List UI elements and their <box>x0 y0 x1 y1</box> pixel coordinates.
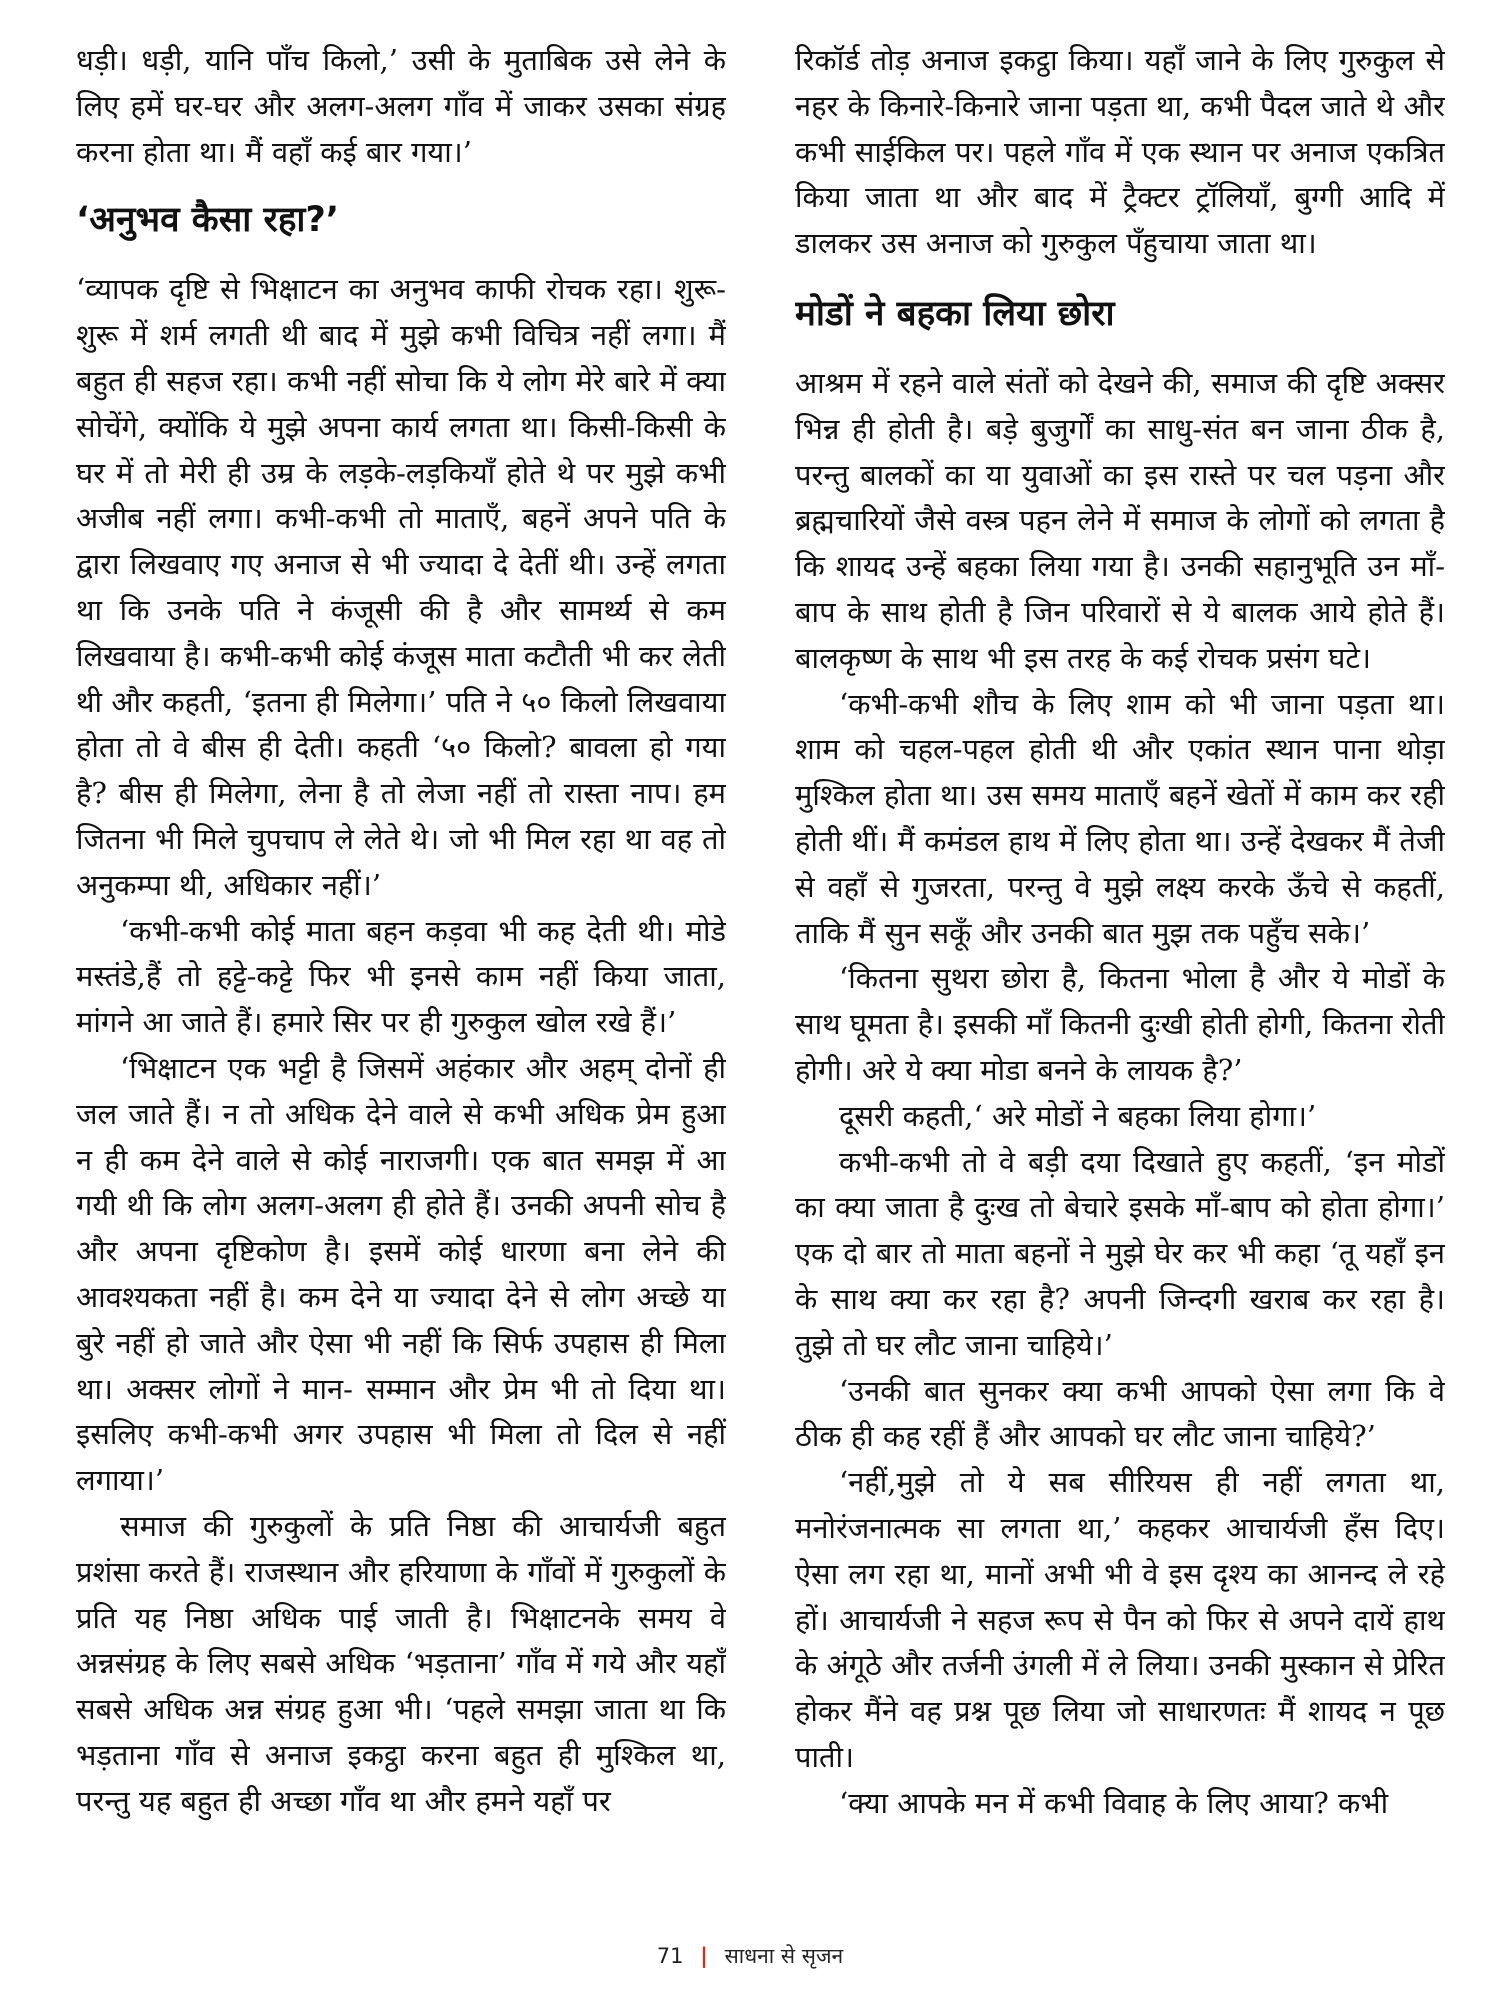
section-heading: ‘अनुभव कैसा रहा?’ <box>76 200 340 241</box>
page-footer <box>0 1942 1500 1970</box>
footer-separator: | <box>700 1944 708 1968</box>
paragraph: ‘उनकी बात सुनकर क्या कभी आपको ऐसा लगा कि वे ठीक ही कह रहीं हैं और आपको घर लौट जाना चाहिये?’ <box>795 1373 1445 1454</box>
right-column <box>795 38 1445 1918</box>
paragraph: ‘कभी-कभी शौच के लिए शाम को भी जाना पड़ता था। शाम को चहल-पहल होती थी और एकांत स्थान पाना थोड़ा मुश्किल होता था। उस समय माताएँ बहनें खेतों में काम कर रही होती थीं। मैं कमंडल हाथ में लिए होता था। उन्हें देखकर मैं तेजी से वहाँ से गुजरता, परन्तु वे मुझे लक्ष्य करके ऊँचे से कहतीं, ताकि मैं सुन सकूँ और उनकी बात मुझ तक पहुँच सके।’ <box>795 686 1445 950</box>
paragraph: समाज की गुरुकुलों के प्रति निष्ठा की आचार्यजी बहुत प्रशंसा करते हैं। राजस्थान और हरियाणा के गाँवों में गुरुकुलों के प्रति यह निष्ठा अधिक पाई जाती है। भिक्षाटनके समय वे अन्नसंग्रह के लिए सबसे अधिक ‘भड़ताना’ गाँव में गये और यहाँ सबसे अधिक अन्न संग्रह हुआ भी। ‘पहले समझा जाता था कि भड़ताना गाँव से अनाज इकट्ठा करना बहुत ही मुश्किल था, परन्तु यह बहुत ही अच्छा गाँव था और हमने यहाँ पर <box>76 1508 726 1818</box>
paragraph: दूसरी कहती,‘ अरे मोडों ने बहका लिया होगा।’ <box>839 1098 1317 1133</box>
section-heading: मोडों ने बहका लिया छोरा <box>795 293 1115 334</box>
paragraph: ‘क्या आपके मन में कभी विवाह के लिए आया? कभी <box>839 1785 1389 1820</box>
paragraph: ‘कितना सुथरा छोरा है, कितना भोला है और ये मोडों के साथ घूमता है। इसकी माँ कितनी दुःखी होती होगी, कितना रोती होगी। अरे ये क्या मोडा बनने के लायक है?’ <box>795 961 1445 1087</box>
paragraph: रिकॉर्ड तोड़ अनाज इकट्ठा किया। यहाँ जाने के लिए गुरुकुल से नहर के किनारे-किनारे जाना पड़ता था, कभी पैदल जाते थे और कभी साईकिल पर। पहले गाँव में एक स्थान पर अनाज एकत्रित किया जाता था और बाद में ट्रैक्टर ट्रॉलियाँ, बुग्गी आदि में डालकर उस अनाज को गुरुकुल पँहुचाया जाता था। <box>795 43 1445 261</box>
book-title: साधना से सृजन <box>724 1944 844 1968</box>
paragraph: कभी-कभी तो वे बड़ी दया दिखाते हुए कहतीं, ‘इन मोडों का क्या जाता है दुःख तो बेचारे इसके माँ-बाप को होता होगा।’ एक दो बार तो माता बहनों ने मुझे घेर कर भी कहा ‘तू यहाँ इन के साथ क्या कर रहा है? अपनी जिन्दगी खराब कर रहा है। तुझे तो घर लौट जाना चाहिये।’ <box>795 1144 1445 1362</box>
paragraph: ‘नहीं,मुझे तो ये सब सीरियस ही नहीं लगता था, मनोरंजनात्मक सा लगता था,’ कहकर आचार्यजी हँस दिए। ऐसा लग रहा था, मानों अभी भी वे इस दृश्य का आनन्द ले रहे हों। आचार्यजी ने सहज रूप से पैन को फिर से अपने दायें हाथ के अंगूठे और तर्जनी उंगली में ले लिया। उनकी मुस्कान से प्रेरित होकर मैंने वह प्रश्न पूछ लिया जो साधारणतः मैं शायद न पूछ पाती। <box>795 1465 1445 1774</box>
left-column <box>76 38 726 1918</box>
paragraph: आश्रम में रहने वाले संतों को देखने की, समाज की दृष्टि अक्सर भिन्न ही होती है। बड़े बुजुर्गों का साधु-संत बन जाना ठीक है, परन्तु बालकों का या युवाओं का इस रास्ते पर चल पड़ना और ब्रह्मचारियों जैसे वस्त्र पहन लेने में समाज के लोगों को लगता है कि शायद उन्हें बहका लिया गया है। उनकी सहानुभूति उन माँ-बाप के साथ होती है जिन परिवारों से ये बालक आये होते हैं। बालकृष्ण के साथ भी इस तरह के कई रोचक प्रसंग घटे। <box>795 365 1445 675</box>
paragraph: ‘व्यापक दृष्टि से भिक्षाटन का अनुभव काफी रोचक रहा। शुरू-शुरू में शर्म लगती थी बाद में मुझे कभी विचित्र नहीं लगा। मैं बहुत ही सहज रहा। कभी नहीं सोचा कि ये लोग मेरे बारे में क्या सोचेंगे, क्योंकि ये मुझे अपना कार्य लगता था। किसी-किसी के घर में तो मेरी ही उम्र के लड़के-लड़कियाँ होते थे पर मुझे कभी अजीब नहीं लगा। कभी-कभी तो माताएँ, बहनें अपने पति के द्वारा लिखवाए गए अनाज से भी ज्यादा दे देतीं थी। उन्हें लगता था कि उनके पति ने कंजूसी की है और सामर्थ्य से कम लिखवाया है। कभी-कभी कोई कंजूस माता कटौती भी कर लेती थी और कहती, ‘इतना ही मिलेगा।’ पति ने ५० किलो लिखवाया होता तो वे बीस ही देती। कहती ‘५० किलो? बावला हो गया है? बीस ही मिलेगा, लेना है तो लेजा नहीं तो रास्ता नाप। हम जितना भी मिले चुपचाप ले लेते थे। जो भी मिल रहा था वह तो अनुकम्पा थी, अधिकार नहीं।’ <box>76 272 726 902</box>
paragraph: ‘कभी-कभी कोई माता बहन कड़वा भी कह देती थी। मोडे मस्तंडे,हैं तो हट्टे-कट्टे फिर भी इनसे काम नहीं किया जाता, मांगने आ जाते हैं। हमारे सिर पर ही गुरुकुल खोल रखे हैं।’ <box>76 913 726 1040</box>
page-number: 71 <box>656 1944 684 1968</box>
paragraph: धड़ी। धड़ी, यानि पाँच किलो,’ उसी के मुताबिक उसे लेने के लिए हमें घर-घर और अलग-अलग गाँव में जाकर उसका संग्रह करना होता था। मैं वहाँ कई बार गया।’ <box>76 43 726 169</box>
paragraph: ‘भिक्षाटन एक भट्टी है जिसमें अहंकार और अहम् दोनों ही जल जाते हैं। न तो अधिक देने वाले से कभी अधिक प्रेम हुआ न ही कम देने वाले से कोई नाराजगी। एक बात समझ में आ गयी थी कि लोग अलग-अलग ही होते हैं। उनकी अपनी सोच है और अपना दृष्टिकोण है। इसमें कोई धारणा बना लेने की आवश्यकता नहीं है। कम देने या ज्यादा देने से लोग अच्छे या बुरे नहीं हो जाते और ऐसा भी नहीं कि सिर्फ उपहास ही मिला था। अक्सर लोगों ने मान- सम्मान और प्रेम भी तो दिया था। इसलिए कभी-कभी अगर उपहास भी मिला तो दिल से नहीं लगाया।’ <box>76 1050 726 1498</box>
